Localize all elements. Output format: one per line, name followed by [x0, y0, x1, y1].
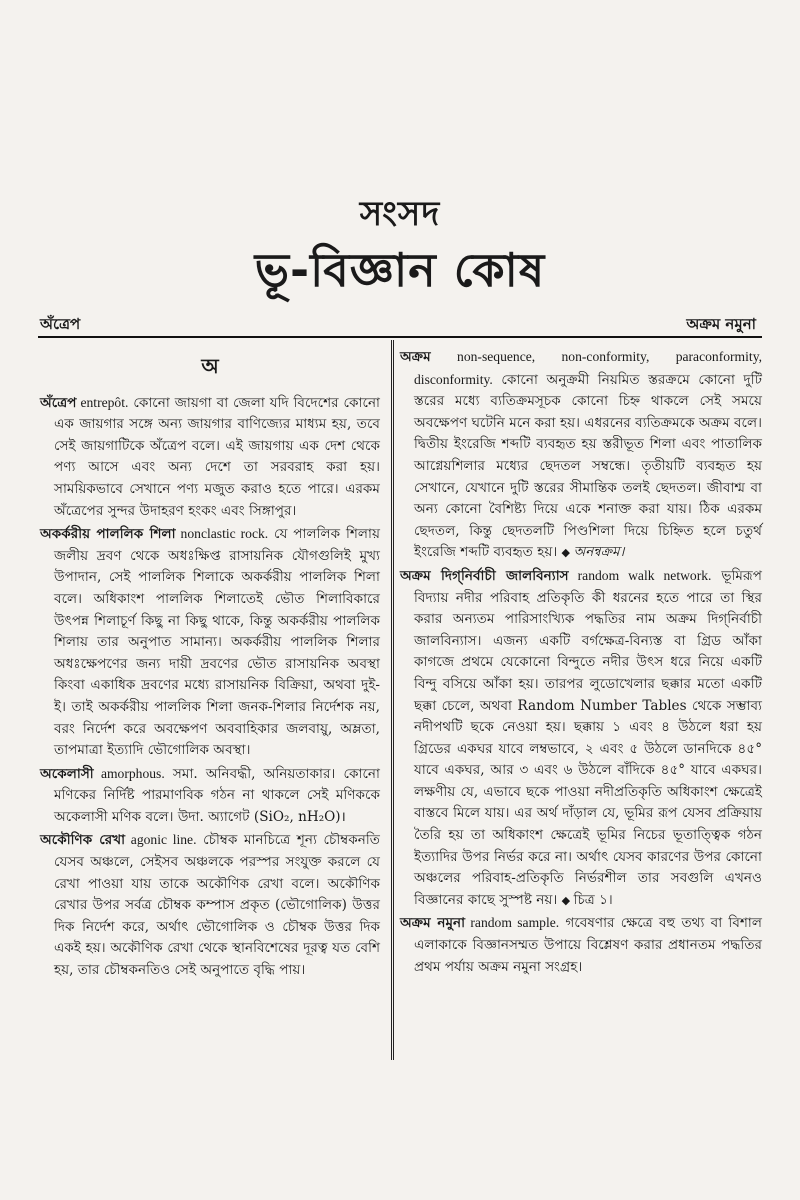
entry-definition: কোনো জায়গা বা জেলা যদি বিদেশের কোনো এক জায়গার সঙ্গে অন্য জায়গার বাণিজ্যের মাধ্যম হয়, তবে সেই জায়গাটিকে অঁত্রেপ বলে। এই জায়গায় এক দেশ থেকে পণ্য আসে এবং অন্য দেশে তা সরবরাহ করা হয়। সাময়িকভাবে সেখানে পণ্য মজুত করাও হতে পারে। এরকম অঁত্রেপের সুন্দর উদাহরণ হংকং এবং সিঙ্গাপুর। — [54, 394, 380, 519]
guide-word-left: অঁত্রেপ — [40, 315, 81, 333]
entry-definition: যে পাললিক শিলায় জলীয় দ্রবণ থেকে অধঃক্ষিপ্ত রাসায়নিক যৌগগুলিই মুখ্য উপাদান, সেই পাললিক শিলাকে অকর্করীয় পাললিক শিলা বলে। অধিকাংশ পাললিক শিলাতেই ভৌত শিলাবিকারে উৎপন্ন শিলাচূর্ণ কিছু না কিছু থাকে, কিন্তু অকর্করীয় পাললিক শিলায় তার অনুপাত সামান্য। অকর্করীয় পাললিক শিলার অধঃক্ষেপণের জন্য দায়ী দ্রবণের ভৌত রাসায়নিক অবস্থা কিংবা একাধিক দ্রবণের মধ্যে রাসায়নিক বিক্রিয়া, অথবা দুই-ই। তাই অকর্করীয় পাললিক শিলা জনক-শিলার নির্দেশক নয়, বরং নির্দেশ করে অবক্ষেপণ অববাহিকার জলবায়ু, অম্লতা, তাপমাত্রা ইত্যাদি ভৌগোলিক অবস্থা। — [54, 526, 380, 759]
right-column — [400, 346, 762, 979]
dictionary-entry — [40, 829, 380, 981]
entry-english-term: agonic line. — [125, 832, 197, 848]
entry-headword: অক্রম দিগ্‌নির্বাচী জালবিন্যাস — [400, 567, 569, 584]
entry-english-term: entrepôt. — [76, 394, 129, 410]
column-divider — [391, 340, 394, 1060]
left-column — [40, 352, 380, 983]
header-rule — [38, 336, 762, 338]
entry-english-term: amorphous. — [93, 765, 165, 781]
cross-reference: চিত্র ১। — [573, 891, 613, 908]
book-title: ভূ-বিজ্ঞান কোষ — [254, 243, 546, 297]
cross-reference: অনন্বক্রম। — [573, 544, 625, 561]
entry-headword: অকেলাসী — [40, 765, 94, 782]
entry-english-term: random walk network. — [568, 567, 712, 583]
section-letter: অ — [201, 354, 219, 378]
dictionary-entry — [40, 523, 380, 762]
dictionary-entry — [400, 346, 762, 564]
entry-definition: কোনো অনুক্রমী নিয়মিত স্তরক্রমে কোনো দুটি স্তরের মধ্যে ব্যতিক্রমসূচক কোনো চিহ্ন থাকলে সেই সময়ে অবক্ষেপণ ঘটেনি মনে করা হয়। এধরনের ব্যতিক্রমকে অক্রম বলে। দ্বিতীয় ইংরেজি শব্দটি ব্যবহৃত হয় স্তরীভূত শিলা এবং পাতালিক আগ্নেয়শিলার মধ্যের ছেদতল সম্বন্ধে। তৃতীয়টি ব্যবহৃত হয় সেখানে, যেখানে দুটি স্তরের সীমান্তিক তলই ছেদতল। জীবাশ্ম বা অন্য কোনো বৈশিষ্ট্য দিয়ে একে শনাক্ত করা যায়। ঠিক এরকম ছেদতল, কিন্তু ছেদতলটি পিণ্ডশিলা দিয়ে চিহ্নিত হলে চতুর্থ ইংরেজি শব্দটি ব্যবহৃত হয়। — [414, 371, 762, 561]
guide-word-right: অক্রম নমুনা — [686, 315, 756, 333]
entry-headword: অক্রম — [400, 349, 431, 365]
entry-headword: অক্রম নমুনা — [400, 915, 466, 932]
entry-definition: ভূমিরূপ বিদ্যায় নদীর পরিবাহ প্রতিকৃতি কী ধরনের হতে পারে তা স্থির করার অন্যতম পারিসাংখ্যিক পদ্ধতির নাম অক্রম দিগ্‌নির্বাচী জালবিন্যাস। এজন্য একটি বর্গক্ষেত্র-বিন্যস্ত বা গ্রিড আঁকা কাগজে প্রথমে যেকোনো বিন্দুতে নদীর উৎস ধরে নিয়ে একটি বিন্দু বসিয়ে আঁকা হয়। তারপর লুডোখেলার ছক্কার মতো একটি ছক্কা চেলে, অথবা Random Number Tables থেকে সম্ভাব্য নদীপথটি ছকে নেওয়া হয়। ছক্কায় ১ এবং ৪ উঠলে ধরা হয় গ্রিডের একঘর যাবে লম্বভাবে, ২ এবং ৫ উঠলে ডানদিকে ৪৫° যাবে একঘর, আর ৩ এবং ৬ উঠলে বাঁদিকে ৪৫° যাবে একঘর। লক্ষণীয় যে, এভাবে ছকে পাওয়া নদীপ্রতিকৃতি অধিকাংশ ক্ষেত্রেই বাস্তবে মিলে যায়। এর অর্থ দাঁড়াল যে, ভূমির রূপ যেসব প্রক্রিয়ায় তৈরি হয় তা অধিকাংশ ক্ষেত্রেই ভূমির নিচের ভূতাত্ত্বিক গঠন ইত্যাদির উপর নির্ভর করে না। অর্থাৎ যেসব কারণের উপর কোনো অঞ্চলের পরিবাহ-প্রতিকৃতি নির্ভরশীল তার সবগুলি এখনও বিজ্ঞানের কাছে সুস্পষ্ট নয়। — [414, 567, 763, 908]
entry-english-term: nonclastic rock. — [175, 526, 269, 542]
dictionary-entry — [400, 912, 762, 978]
entry-definition: সমা. অনিবদ্ধী, অনিয়তাকার। কোনো মণিকের নির্দিষ্ট পারমাণবিক গঠন না থাকলে সেই মণিককে অকেলাসী মণিক বলে। উদা. অ্যাগেট (SiO₂, nH₂O)। — [54, 765, 380, 825]
dictionary-entry — [40, 392, 380, 523]
cross-reference-icon: ◆ — [561, 893, 574, 907]
dictionary-entry — [400, 565, 762, 912]
entry-headword: অঁত্রেপ — [40, 394, 77, 411]
entry-headword: অকর্করীয় পাললিক শিলা — [40, 526, 176, 543]
entry-headword: অকৌণিক রেখা — [40, 832, 126, 849]
cross-reference-icon: ◆ — [561, 546, 574, 560]
entry-english-term: random sample. — [465, 915, 560, 931]
dictionary-entry — [40, 763, 380, 829]
entry-definition: গবেষণার ক্ষেত্রে বহু তথ্য বা বিশাল এলাকাকে বিজ্ঞানসম্মত উপায়ে বিশ্লেষণ করার প্রধানতম পদ্ধতির প্রথম পর্যায় অক্রম নমুনা সংগ্রহ। — [414, 915, 762, 975]
entry-definition: চৌম্বক মানচিত্রে শূন্য চৌম্বকনতি যেসব অঞ্চলে, সেইসব অঞ্চলকে পরস্পর সংযুক্ত করলে যে রেখা পাওয়া যায় তাকে অকৌণিক রেখা বলে। অকৌণিক রেখার উপর সর্বত্র চৌম্বক কম্পাস প্রকৃত (ভৌগোলিক) উত্তর দিক নির্দেশ করে, অর্থাৎ ভৌগোলিক ও চৌম্বক উত্তর দিক একই হয়। অকৌণিক রেখা থেকে স্থানবিশেষের দূরত্ব যত বেশি হয়, তার চৌম্বকনতিও সেই অনুপাতে বৃদ্ধি পায়। — [54, 832, 380, 979]
entry-english-term: non-sequence, non-conformity, paraconformity, disconformity. — [414, 349, 762, 387]
book-title-publisher: সংসদ — [359, 194, 441, 234]
